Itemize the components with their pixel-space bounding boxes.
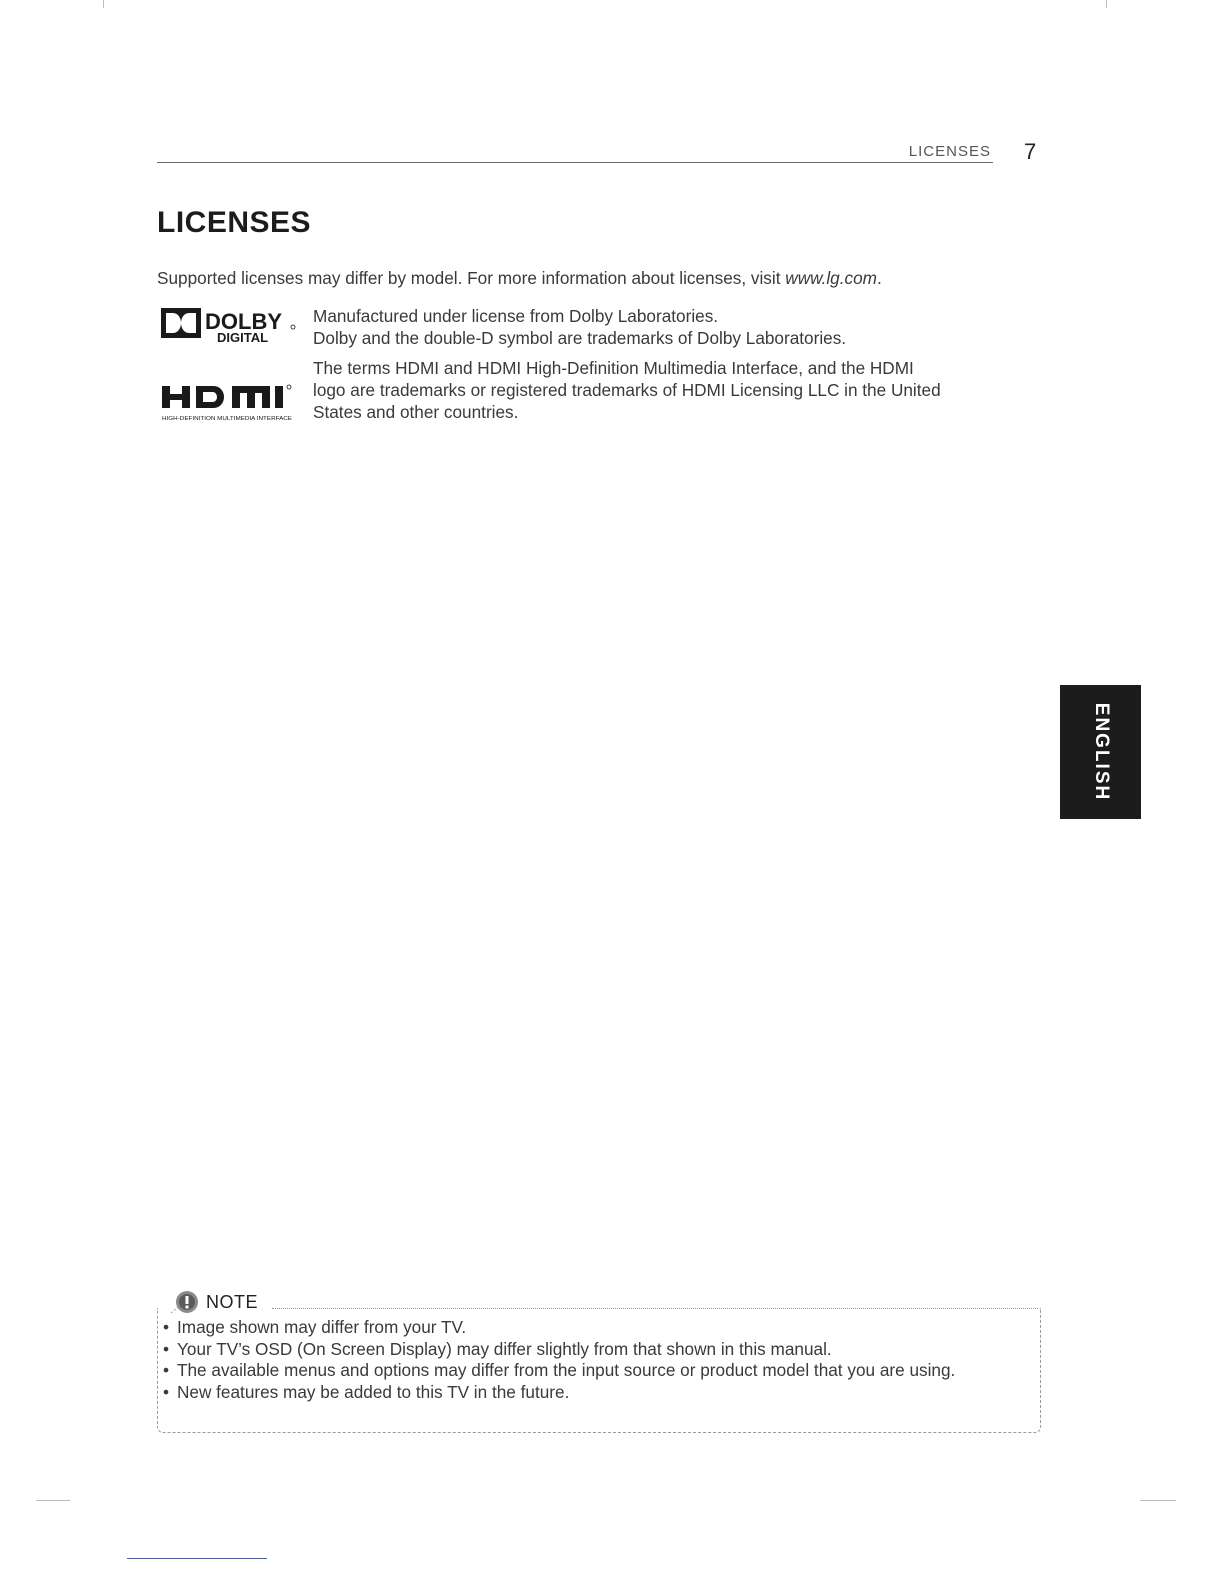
crop-mark-top-right xyxy=(1106,0,1107,8)
hdmi-logo xyxy=(160,378,305,424)
note-item: • Image shown may differ from your TV. xyxy=(163,1317,1023,1339)
dolby-line-1: Manufactured under license from Dolby Laboratories. xyxy=(313,306,719,326)
note-label: NOTE xyxy=(206,1291,259,1312)
dolby-line-2: Dolby and the double-D symbol are trademarks of Dolby Laboratories. xyxy=(313,328,847,348)
dolby-license-text xyxy=(313,305,846,349)
dolby-digital-logo xyxy=(160,306,300,346)
hdmi-line-2: logo are trademarks or registered trademarks of HDMI Licensing LLC in the United xyxy=(313,380,941,400)
crop-mark-bottom-left xyxy=(36,1500,70,1501)
note-item: • The available menus and options may differ from the input source or product model that you are using. xyxy=(163,1360,1023,1382)
hdmi-license-text xyxy=(313,357,941,423)
page-title: LICENSES xyxy=(157,206,312,239)
note-list xyxy=(163,1317,1023,1403)
hdmi-logo-sub: HIGH-DEFINITION MULTIMEDIA INTERFACE xyxy=(162,416,293,422)
note-icon xyxy=(170,1289,200,1315)
language-tab-label: ENGLISH xyxy=(1090,702,1112,802)
page-number: 7 xyxy=(1024,139,1037,164)
note-header xyxy=(170,1289,264,1315)
running-header xyxy=(157,138,993,163)
hdmi-line-1: The terms HDMI and HDMI High-Definition Multimedia Interface, and the HDMI xyxy=(313,358,914,378)
website-link[interactable]: www.lg.com xyxy=(785,268,877,288)
crop-mark-bottom-line xyxy=(127,1558,267,1559)
running-header-section: LICENSES xyxy=(908,143,991,160)
crop-mark-top-left xyxy=(103,0,104,8)
language-tab xyxy=(1060,685,1141,819)
note-item: • Your TV’s OSD (On Screen Display) may differ slightly from that shown in this manual. xyxy=(163,1339,1023,1361)
dolby-logo-sub: DIGITAL xyxy=(217,330,269,345)
note-top-rule xyxy=(272,1308,1038,1309)
hdmi-line-3: States and other countries. xyxy=(313,402,519,422)
intro-paragraph xyxy=(157,268,882,289)
crop-mark-bottom-right xyxy=(1140,1500,1176,1501)
intro-end: . xyxy=(876,268,882,288)
dolby-logo-brand: DOLBY xyxy=(205,309,282,334)
intro-text: Supported licenses may differ by model. For more information about licenses, visit xyxy=(157,268,786,288)
note-item: • New features may be added to this TV in the future. xyxy=(163,1382,1023,1404)
